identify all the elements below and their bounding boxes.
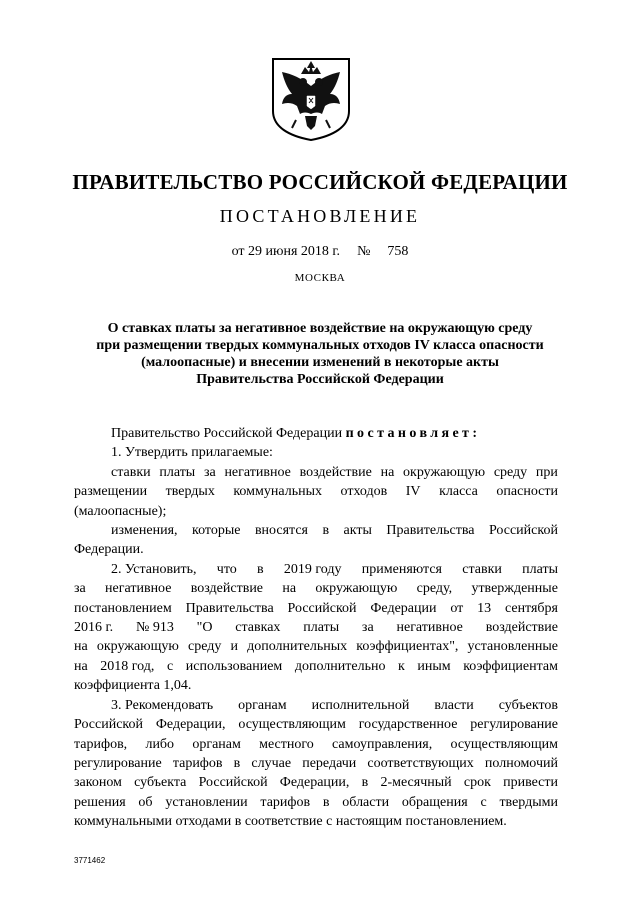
text-line <box>74 560 558 579</box>
word: 13 <box>477 600 492 616</box>
word: окружающую <box>96 639 179 655</box>
word: среду, <box>416 581 453 597</box>
word: передачи <box>302 755 357 771</box>
word: регулирование <box>74 755 162 771</box>
word: утвержденные <box>471 581 558 597</box>
word: срок <box>463 775 491 791</box>
paragraph-1a <box>74 463 558 521</box>
word: окружающую <box>315 581 398 597</box>
word: Российской <box>198 775 268 791</box>
word: и <box>230 639 238 655</box>
word: 2019 году <box>283 561 342 577</box>
word: к <box>398 658 405 674</box>
word: использованием <box>185 658 283 674</box>
word: IV <box>405 484 421 500</box>
word: платы <box>303 620 340 636</box>
word: постановлением <box>74 600 172 616</box>
word: Российской <box>287 600 357 616</box>
text-line <box>74 599 558 618</box>
word: 3. Рекомендовать <box>111 697 214 713</box>
word: вносятся <box>254 523 308 539</box>
word: 2-месячный <box>380 775 452 791</box>
word: применяются <box>361 561 442 577</box>
word: за <box>74 581 86 597</box>
word: местного <box>259 736 314 752</box>
government-title: ПРАВИТЕЛЬСТВО РОССИЙСКОЙ ФЕДЕРАЦИИ <box>72 170 568 194</box>
word: отходами <box>175 814 232 830</box>
word: случае <box>251 755 292 771</box>
word: воздействие <box>190 581 264 597</box>
word: за <box>203 464 216 480</box>
word: на <box>74 658 88 674</box>
word: в <box>233 755 241 771</box>
word: власти <box>434 697 474 713</box>
word: регулирование <box>470 717 558 733</box>
word: постановлением. <box>405 814 507 830</box>
word: 2018 год, <box>100 658 155 674</box>
paragraph-3 <box>74 696 558 832</box>
decree-date: от 29 июня 2018 г. <box>231 244 341 259</box>
word: (малоопасные); <box>74 503 167 519</box>
word: органам <box>238 697 287 713</box>
text-line <box>74 637 558 656</box>
decree-word: ПОСТАНОВЛЕНИЕ <box>219 206 421 226</box>
word: установлении <box>165 794 248 810</box>
word: отходов <box>340 484 388 500</box>
word: воздействие <box>299 464 372 480</box>
word: воздействие <box>485 620 558 636</box>
word: установленные <box>467 639 558 655</box>
word: тарифов <box>172 755 223 771</box>
word: обращения <box>401 794 468 810</box>
word: дополнительно <box>294 658 386 674</box>
text-line <box>74 482 558 501</box>
word: окружающую <box>403 464 486 480</box>
decree-subject <box>70 320 570 388</box>
word: с <box>166 658 174 674</box>
word: акты <box>343 523 372 539</box>
text-line <box>74 521 558 540</box>
word: иным <box>417 658 451 674</box>
word: ставки <box>111 464 151 480</box>
word: негативное <box>224 464 291 480</box>
paragraph-2 <box>74 560 558 696</box>
document-code: 3771462 <box>74 856 106 865</box>
word: Федерации, <box>279 775 350 791</box>
word: тарифов, <box>74 736 128 752</box>
word: Правительства <box>185 600 274 616</box>
text-line <box>74 773 558 792</box>
word: негативное <box>396 620 463 636</box>
text-line <box>74 754 558 773</box>
word: изменения, <box>111 523 178 539</box>
word: осуществляющим <box>450 736 558 752</box>
word: государственное <box>358 717 458 733</box>
subject-line: при размещении твердых коммунальных отходов IV класса опасности <box>96 338 544 353</box>
word: ставках <box>235 620 281 636</box>
word: платы <box>159 464 196 480</box>
text-line <box>74 579 558 598</box>
word: коммунальными <box>74 814 172 830</box>
intro-text: Правительство Российской Федерации <box>111 426 343 441</box>
text-line <box>74 502 558 521</box>
word: класса <box>439 484 478 500</box>
subject-line: О ставках платы за негативное воздействие на окружающую среду <box>107 321 533 336</box>
word: в <box>234 814 242 830</box>
word: с <box>480 794 487 810</box>
word: законом <box>74 775 122 791</box>
number-sign: № <box>357 244 371 259</box>
subject-line: Правительства Российской Федерации <box>196 372 444 387</box>
word: Правительства <box>386 523 475 539</box>
word: в <box>257 561 264 577</box>
text-line <box>74 735 558 754</box>
word: среду <box>188 639 222 655</box>
intro-line <box>74 424 558 443</box>
paragraph-1-heading <box>74 443 558 462</box>
word: "О <box>196 620 213 636</box>
word: в <box>322 523 330 539</box>
word: осуществляющим <box>238 717 346 733</box>
coat-of-arms-emblem <box>270 56 352 142</box>
word: исполнительной <box>311 697 410 713</box>
word: самоуправления, <box>332 736 433 752</box>
text-line <box>74 463 558 482</box>
word: которые <box>192 523 241 539</box>
word: на <box>380 464 395 480</box>
word: сентября <box>504 600 558 616</box>
word: негативное <box>105 581 172 597</box>
word: от <box>450 600 464 616</box>
word: коэффициента 1,04. <box>74 678 192 694</box>
word: твердых <box>165 484 215 500</box>
paragraph-1b <box>74 521 558 560</box>
word: настоящим <box>335 814 403 830</box>
word: Федерации, <box>155 717 226 733</box>
word: в <box>361 775 369 791</box>
word: с <box>326 814 333 830</box>
word: решения <box>74 794 126 810</box>
word: Федерации <box>370 600 437 616</box>
decree-number: 758 <box>387 244 409 259</box>
text-line <box>74 696 558 715</box>
word: № 913 <box>135 620 174 636</box>
text-line <box>74 715 558 734</box>
word: за <box>361 620 374 636</box>
word: платы <box>522 561 558 577</box>
intro-decides: постановляет: <box>345 426 481 441</box>
word: либо <box>145 736 175 752</box>
word: дополнительных <box>247 639 348 655</box>
word: Российской <box>74 717 143 733</box>
word: опасности <box>496 484 558 500</box>
word: тарифов <box>260 794 311 810</box>
word: на <box>282 581 297 597</box>
decree-body <box>74 424 558 832</box>
word: субъекта <box>134 775 187 791</box>
text-line <box>74 618 558 637</box>
word: Российской <box>488 523 558 539</box>
word: при <box>535 464 558 480</box>
decree-date-number <box>0 244 640 260</box>
word: 2. Установить, <box>111 561 197 577</box>
text-line <box>74 793 558 812</box>
word: 2016 г. <box>74 620 114 636</box>
word: соответствующих <box>367 755 474 771</box>
word: области <box>342 794 390 810</box>
word: об <box>138 794 153 810</box>
text-line <box>74 657 558 676</box>
word: на <box>74 639 88 655</box>
text-line <box>74 540 558 559</box>
text-line <box>74 812 558 831</box>
word: Федерации. <box>74 542 144 558</box>
subject-line: (малоопасные) и внесении изменений в некоторые акты <box>141 355 499 370</box>
word: коэффициентам <box>463 658 558 674</box>
word: коэффициентах", <box>356 639 459 655</box>
word: субъектов <box>498 697 558 713</box>
paragraph-1-text: 1. Утвердить прилагаемые: <box>111 445 273 461</box>
word: коммунальных <box>233 484 322 500</box>
word: в <box>322 794 330 810</box>
word: полномочий <box>484 755 558 771</box>
text-line <box>74 676 558 695</box>
word: соответствие <box>244 814 323 830</box>
word: что <box>216 561 237 577</box>
city-name: МОСКВА <box>294 272 346 284</box>
word: твердыми <box>499 794 558 810</box>
word: размещении <box>74 484 148 500</box>
word: среду <box>493 464 528 480</box>
word: органам <box>192 736 241 752</box>
word: ставки <box>462 561 502 577</box>
word: привести <box>503 775 558 791</box>
